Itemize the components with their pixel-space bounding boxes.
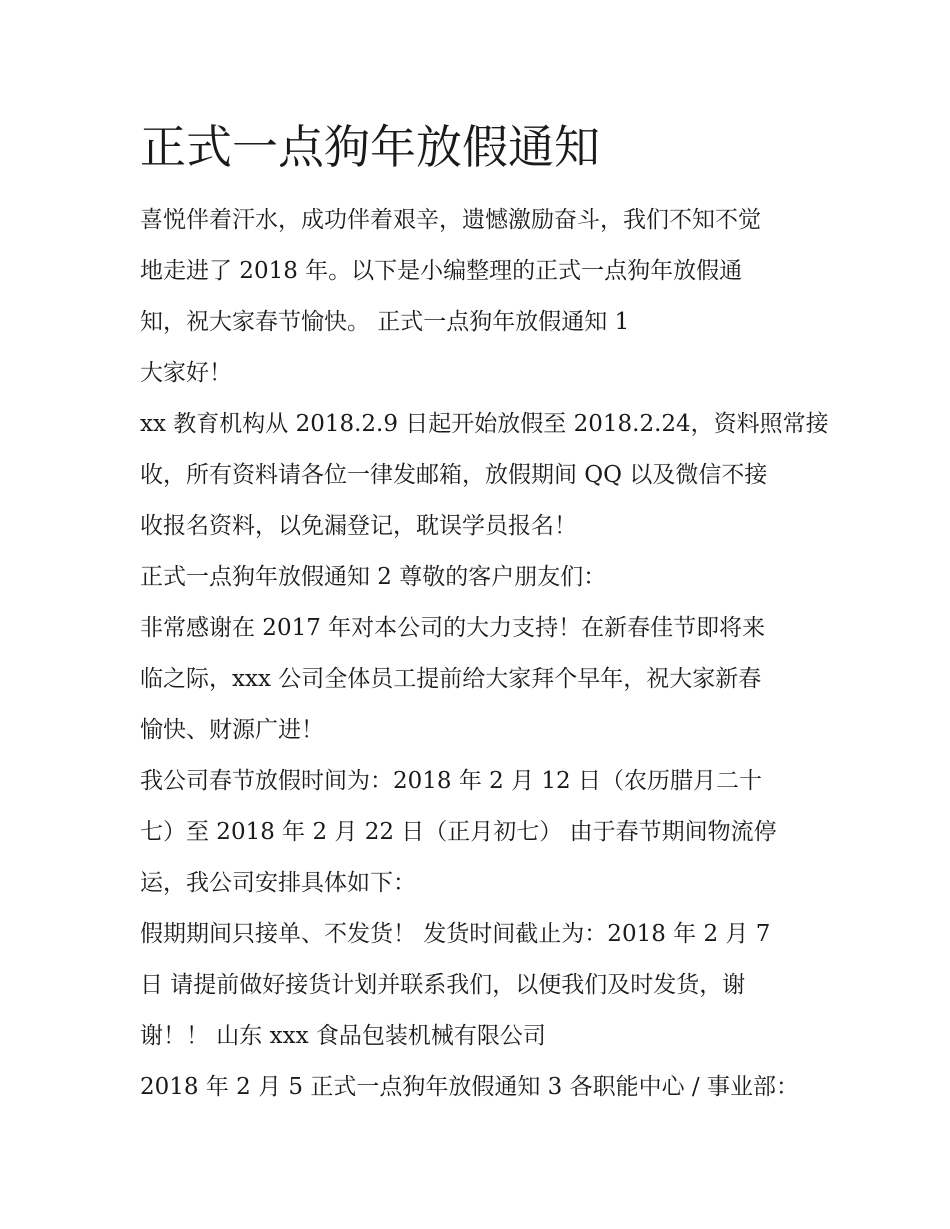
- body-line-2: 地走进了 2018 年。以下是小编整理的正式一点狗年放假通: [140, 258, 743, 284]
- body-line-3: 知，祝大家春节愉快。 正式一点狗年放假通知 1: [140, 309, 630, 335]
- body-line-6: 收，所有资料请各位一律发邮箱，放假期间 QQ 以及微信不接: [140, 462, 768, 488]
- body-line-18: 2018 年 2 月 5 正式一点狗年放假通知 3 各职能中心 / 事业部：: [140, 1074, 799, 1100]
- body-line-8: 正式一点狗年放假通知 2 尊敬的客户朋友们：: [140, 564, 607, 590]
- body-line-14: 运，我公司安排具体如下：: [140, 870, 416, 896]
- body-line-9: 非常感谢在 2017 年对本公司的大力支持！在新春佳节即将来: [140, 615, 766, 641]
- body-line-16: 日 请提前做好接货计划并联系我们，以便我们及时发货，谢: [140, 972, 746, 998]
- document-title: 正式一点狗年放假通知: [140, 120, 600, 174]
- body-line-15: 假期期间只接单、不发货！ 发货时间截止为：2018 年 2 月 7: [140, 921, 771, 947]
- body-line-1: 喜悦伴着汗水，成功伴着艰辛，遗憾激励奋斗，我们不知不觉: [140, 207, 761, 233]
- body-line-7: 收报名资料，以免漏登记，耽误学员报名！: [140, 513, 577, 539]
- body-line-10: 临之际，xxx 公司全体员工提前给大家拜个早年，祝大家新春: [140, 666, 762, 692]
- body-line-12: 我公司春节放假时间为：2018 年 2 月 12 日（农历腊月二十: [140, 768, 762, 794]
- body-line-4: 大家好！: [140, 360, 232, 386]
- body-line-17: 谢！！ 山东 xxx 食品包装机械有限公司: [140, 1023, 546, 1049]
- body-line-5: xx 教育机构从 2018.2.9 日起开始放假至 2018.2.24，资料照常接: [140, 411, 829, 437]
- body-line-13: 七）至 2018 年 2 月 22 日（正月初七） 由于春节期间物流停: [140, 819, 777, 845]
- body-line-11: 愉快、财源广进！: [140, 717, 324, 743]
